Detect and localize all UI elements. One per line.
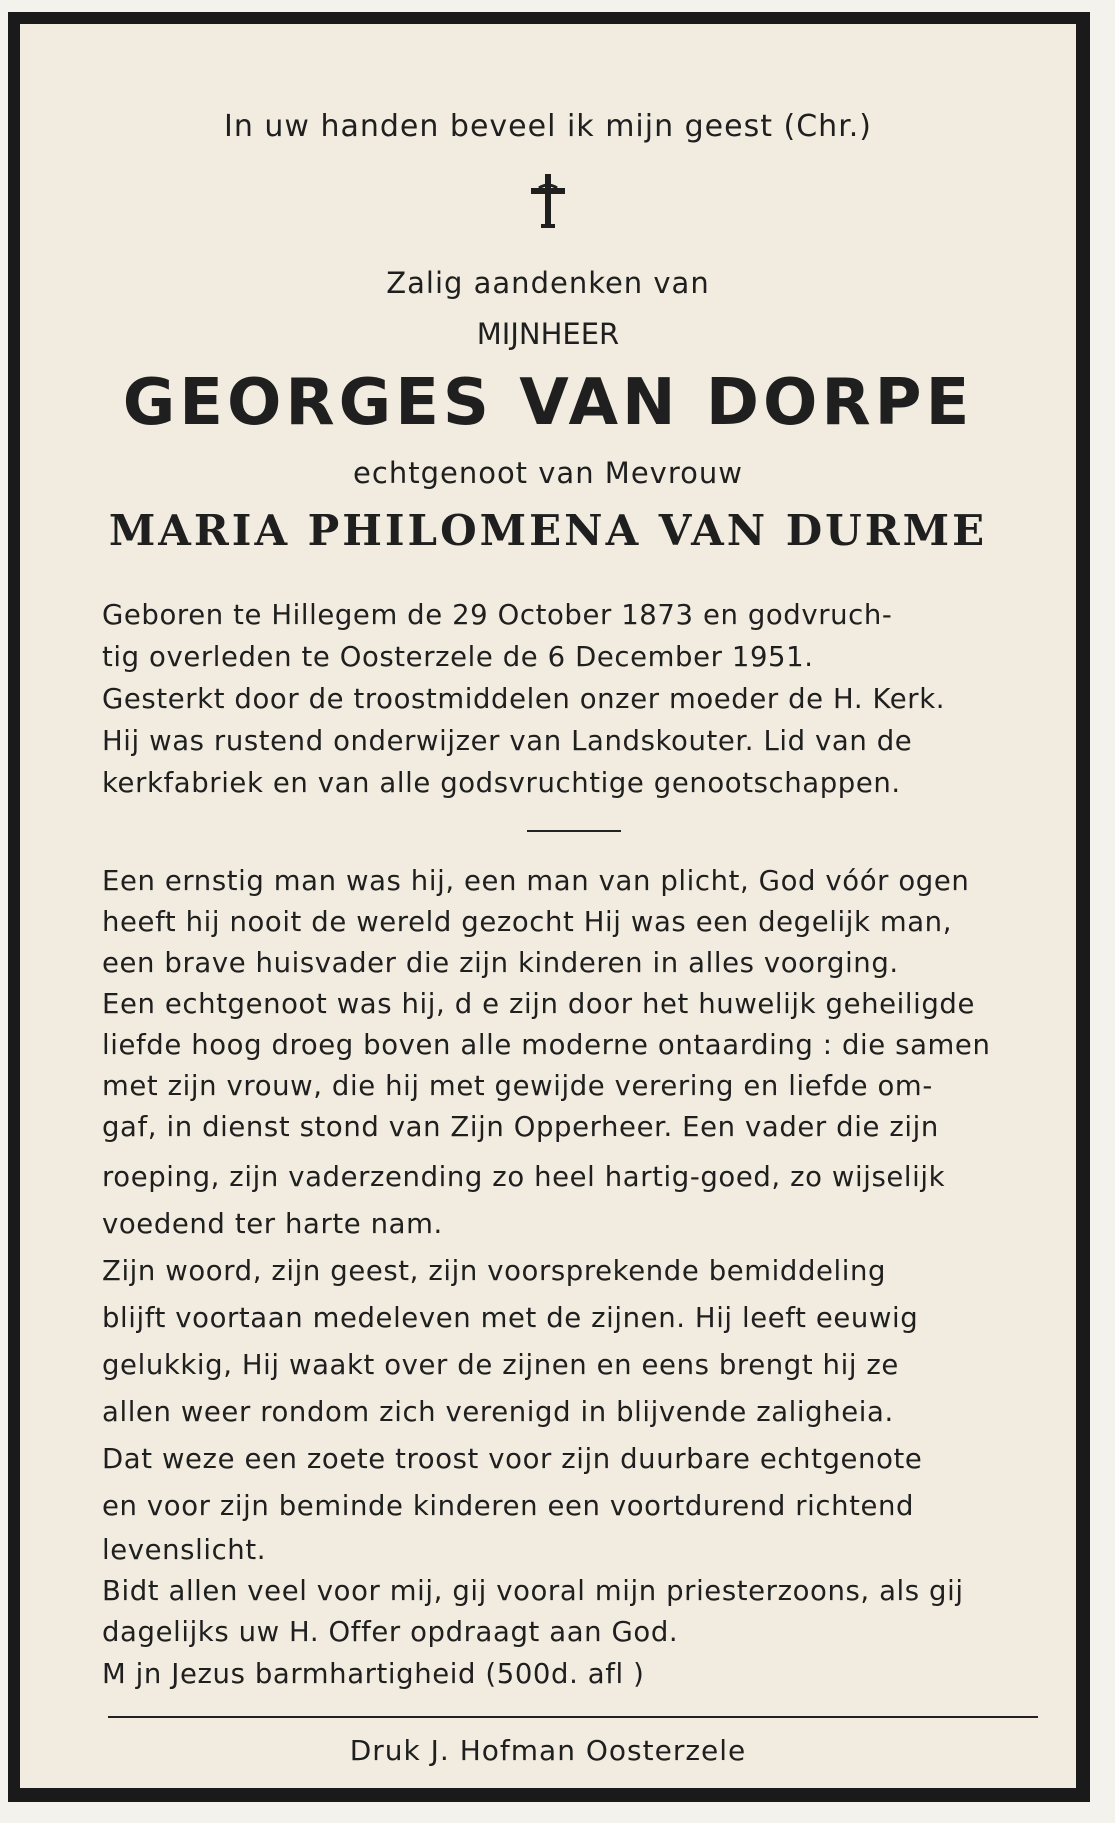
tribute-line: allen weer rondom zich verenigd in blijvende zaligheia.: [102, 1396, 894, 1428]
bio-line: kerkfabriek en van alle godsvruchtige genootschappen.: [102, 767, 901, 799]
deceased-name: GEORGES VAN DORPE: [122, 366, 974, 440]
motto: In uw handen beveel ik mijn geest (Chr.): [223, 109, 873, 144]
spouse-name: MARIA PHILOMENA VAN DURME: [108, 506, 988, 555]
divider: [527, 830, 621, 832]
tribute-line: Dat weze een zoete troost voor zijn duurbare echtgenote: [102, 1443, 923, 1475]
tribute-line: gelukkig, Hij waakt over de zijnen en eens brengt hij ze: [102, 1349, 899, 1381]
tribute-line: Een echtgenoot was hij, d e zijn door het huwelijk geheiligde: [102, 988, 975, 1020]
tribute-line: levenslicht.: [102, 1534, 267, 1566]
tribute-line: dagelijks uw H. Offer opdraagt aan God.: [102, 1616, 679, 1648]
prayer-indulgence: [102, 1654, 1034, 1695]
tribute-line: blijft voortaan medeleven met de zijnen. Hij leeft eeuwig: [102, 1302, 919, 1334]
tribute-text: [102, 1612, 1034, 1653]
tribute-text: [102, 1154, 1034, 1342]
bio-line: Geboren te Hillegem de 29 October 1873 en godvruch-: [102, 599, 893, 631]
bio-line: tig overleden te Oosterzele de 6 December 1951.: [102, 641, 814, 673]
tribute-line: voedend ter harte nam.: [102, 1208, 443, 1240]
honorific: MIJNHEER: [476, 317, 620, 351]
tribute-line: roeping, zijn vaderzending zo heel hartig-goed, zo wijselijk: [102, 1161, 946, 1193]
intro-text: Zalig aandenken van: [386, 266, 710, 300]
printer-credit: Druk J. Hofman Oosterzele: [349, 1734, 747, 1767]
tribute-line: en voor zijn beminde kinderen een voortdurend richtend: [102, 1490, 915, 1522]
tribute-text: [102, 861, 1034, 1148]
bottom-rule: [108, 1716, 1038, 1718]
memorial-card: [8, 12, 1090, 1802]
tribute-text: [102, 1530, 1034, 1612]
tribute-text: [102, 1342, 1034, 1530]
bio-line: Hij was rustend onderwijzer van Landskouter. Lid van de: [102, 725, 913, 757]
tribute-line: liefde hoog droeg boven alle moderne ontaarding : die samen: [102, 1029, 991, 1061]
spouse-intro: echtgenoot van Mevrouw: [353, 456, 743, 490]
tribute-line: Een ernstig man was hij, een man van plicht, God vóór ogen: [102, 865, 970, 897]
biography: [102, 594, 1034, 804]
tribute-line: met zijn vrouw, die hij met gewijde verering en liefde om-: [102, 1070, 933, 1102]
tribute-line: Zijn woord, zijn geest, zijn voorsprekende bemiddeling: [102, 1255, 887, 1287]
tribute-line: gaf, in dienst stond van Zijn Opperheer. Een vader die zijn: [102, 1111, 939, 1143]
tribute-line: heeft hij nooit de wereld gezocht Hij was een degelijk man,: [102, 906, 953, 938]
bio-line: Gesterkt door de troostmiddelen onzer moeder de H. Kerk.: [102, 683, 946, 715]
card-content: [20, 24, 1076, 1788]
tribute-line: een brave huisvader die zijn kinderen in alles voorging.: [102, 947, 899, 979]
tribute-line: M jn Jezus barmhartigheid (500d. afl ): [102, 1658, 645, 1690]
cross-icon: [20, 172, 1076, 241]
tribute-line: Bidt allen veel voor mij, gij vooral mijn priesterzoons, als gij: [102, 1575, 964, 1607]
